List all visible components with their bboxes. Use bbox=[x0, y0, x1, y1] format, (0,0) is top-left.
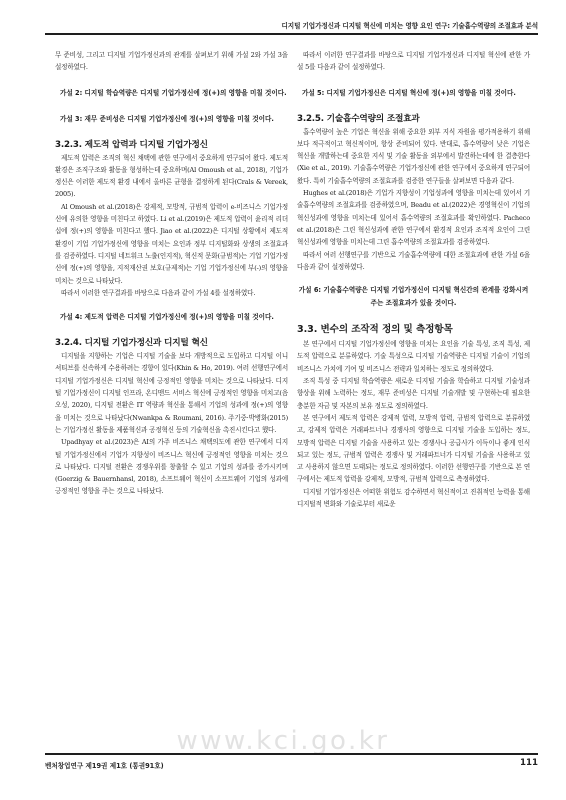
page-number: 111 bbox=[520, 758, 538, 768]
paragraph: 본 연구에서 디지털 기업가정신에 영향을 미치는 요인을 기술 특성, 조직 특성, 제도적 압력으로 분류하였다. 기술 특성으로 디지털 기술역량은 디지털 기술이 기업의 비즈니스 가치에 기여 및 비즈니스 전략과 일치하는 정도로 정의하였다. bbox=[297, 340, 530, 373]
hypothesis-5: 가설 5: 디지털 기업가정신은 디지털 혁신에 정(+)의 영향을 미칠 것이다. bbox=[302, 88, 516, 97]
watermark: www.kci.go.kr bbox=[176, 726, 390, 756]
footer-divider bbox=[45, 753, 538, 755]
section-heading-3-2-5: 3.2.5. 기술흡수역량의 조절효과 bbox=[297, 113, 420, 124]
journal-citation: 벤처창업연구 제19권 제1호 (통권91호) bbox=[45, 762, 164, 770]
header-divider bbox=[45, 33, 538, 35]
left-column bbox=[55, 49, 288, 498]
paragraph: Hughes et al.(2018)은 기업가 지향성이 기업성과에 영향을 미치는데 있어서 기술흡수역량의 조절효과를 검증하였으며, Beadu et al.(2022)은 경영혁신이 기업의 혁신성과에 영향을 미치는데 있어서 흡수역량의 조절효과를 확인하였다. Pacheco et al.(2018)은 그린 혁신성과에 관한 연구에서 환경적 요인과 조직적 요인이 그린 혁신성과에 영향을 미치는데 그린 흡수역량의 조절효과를 검증하였다. bbox=[297, 189, 530, 247]
paragraph: 따라서 이러한 연구결과를 바탕으로 다음과 같이 가설 4를 설정하였다. bbox=[61, 288, 256, 297]
paragraph: 따라서 여러 선행연구를 기반으로 기술흡수역량에 대한 조절효과에 관한 가설 6을 다음과 같이 설정하였다. bbox=[297, 250, 530, 271]
hypothesis-2: 가설 2: 디지털 학습역량은 디지털 기업가정신에 정(+)의 영향을 미칠 것이다. bbox=[60, 88, 287, 97]
section-heading-3-2-4: 3.2.4. 디지털 기업가정신과 디지털 혁신 bbox=[55, 338, 208, 349]
hypothesis-3: 가설 3: 재무 준비성은 디지털 기업가정신에 정(+)의 영향을 미칠 것이다. bbox=[60, 114, 274, 123]
paragraph: 디지털을 지향하는 기업은 디지털 기술을 보다 개방적으로 도입하고 디지털 이니셔티브를 신속하게 수용하려는 경향이 있다(Khin & Ho, 2019). 여러 선행연구에서 디지털 기업가정신은 디지털 혁신에 긍정적인 영향을 미치는 것으로 나타났다. 디지털 기업가정신이 디지털 인프라, 온디맨드 서비스 혁신에 긍정적인 영향을 미치고(음오성, 2020), 디지털 전환은 IT 역량과 혁신을 통해서 기업의 성과에 정(+)의 영향을 미치는 것으로 나타났다(Nwankpa & Roumani, 2016). 주기중·박병화(2015)는 기업가정신 활동을 제품혁신과 공정혁신 등의 기술혁신을 촉진시킨다고 했다. bbox=[55, 352, 288, 434]
paragraph: 무 준비성, 그리고 디지털 기업가정신과의 관계를 살펴보기 위해 가설 2와 가설 3을 설정하였다. bbox=[55, 51, 288, 72]
right-column bbox=[297, 49, 530, 510]
paragraph: 흡수역량이 높은 기업은 혁신을 위해 중요한 외부 지식 자원을 평가적용하기 위해 보다 적극적이고 혁신적이며, 항상 준비되어 있다. 반대로, 흡수역량이 낮은 기업은 혁신을 개발하는데 중요한 지식 및 기술 활동을 외부에서 발견하는데에 한 결층한다(Xie et al., 2019). 기술흡수역량은 기업가정신에 관한 연구에서 중요하게 연구되어 왔다. 특히 기술흡수역량의 조절효과를 검증한 연구들을 살펴보면 다음과 같다. bbox=[297, 127, 530, 185]
hypothesis-4: 가설 4: 제도적 압력은 디지털 기업가정신에 정(+)의 영향을 미칠 것이다. bbox=[60, 313, 274, 322]
running-header: 디지털 기업가정신과 디지털 혁신에 미치는 영향 요인 연구: 기술흡수역량의 조절효과 분석 bbox=[281, 22, 538, 30]
section-heading-3-3: 3.3. 변수의 조작적 정의 및 측정항목 bbox=[297, 324, 453, 336]
paragraph: Al Omoush et al.(2018)은 강제적, 모방적, 규범적 압력이 e-비즈니스 기업가정신에 유의한 영향을 미친다고 하였다. Li et al.(2019)은 제도적 압력이 윤리적 리더십에 정(+)의 영향을 미친다고 했다. Jiao et al.(2022)은 디지털 상황에서 제도적 환경이 기업 기업가정신에 영향을 미치는 요인과 정부 디지털화와 상생의 조절효과를 검증하였다. 디지털 네트워크 노출(인지적), 혁신적 문화(규범적)는 기업 기업가정신에 정(+)의 영향을, 지적재산권 보호(규제적)는 기업 기업가정신에 부(-)의 영향을 미치는 것으로 나타났다. bbox=[55, 202, 288, 285]
hypothesis-6: 가설 6: 기술흡수역량은 디지털 기업가정신이 디지털 혁신간의 관계를 강화시켜주는 조절효과가 있을 것이다. bbox=[298, 286, 529, 308]
paragraph: 조직 특성 중 디지털 학습역량은 새로운 디지털 기술을 학습하고 디지털 기술성과 향상을 위해 노력하는 정도, 재무 준비성은 디지털 기술개발 및 구현하는데 필요한 충분한 자금 및 자본의 보유 정도로 정의하였다. bbox=[297, 377, 530, 410]
paragraph: 따라서 이러한 연구결과를 바탕으로 디지털 기업가정신과 디지털 혁신에 관한 가설 5를 다음과 같이 설정하였다. bbox=[297, 51, 530, 72]
paragraph: 본 연구에서 제도적 압력은 강제적 압력, 모방적 압력, 규범적 압력으로 분류하였고, 강제적 압력은 거래파트너나 경쟁사의 영향으로 디지털 기술을 도입하는 정도, 모방적 압력은 디지털 기술을 사용하고 있는 경쟁사나 공급사가 이득이나 좋게 인식되고 있는 정도, 규범적 압력은 경쟁사 및 거래파트너가 디지털 기술을 사용하고 있고 사용하지 않으면 도태되는 정도로 정의하였다. 이러한 선행연구를 기반으로 본 연구에서는 제도적 압력을 강제적, 모방적, 규범적 압력으로 측정하였다. bbox=[297, 413, 530, 484]
paragraph: 제도적 압력은 조직의 혁신 채택에 관한 연구에서 중요하게 연구되어 왔다. 제도적 환경은 조직구조와 활동을 형성하는데 중요하며(Al Omoush et al., 2018), 기업가정신은 이러한 제도적 환경 내에서 올바른 균형을 결정하게 된다(Crals & Vereek, 2005). bbox=[55, 153, 288, 199]
section-heading-3-2-3: 3.2.3. 제도적 압력과 디지털 기업가정신 bbox=[55, 139, 208, 150]
paragraph: Upadhyay et al.(2023)은 AI의 가주 비즈니스 채택의도에 관한 연구에서 디지털 기업가정신에서 기업가 지향성이 비즈니스 혁신에 긍정적인 영향을 미치는 것으로 나타났다. 디지털 전환은 경쟁우위를 창출할 수 있고 기업의 성과를 증가시키며(Goerzig & Bauernhansl, 2018), 소프트웨어 혁신이 소프트웨어 기업의 성과에 긍정적인 영향을 주는 것으로 나타났다. bbox=[55, 438, 288, 496]
paragraph: 디지털 기업가정신은 어떠한 위험도 감수하면서 혁신적이고 진취적인 능력을 통해 디지털적 변화와 기술로부터 새로운 bbox=[297, 487, 530, 509]
